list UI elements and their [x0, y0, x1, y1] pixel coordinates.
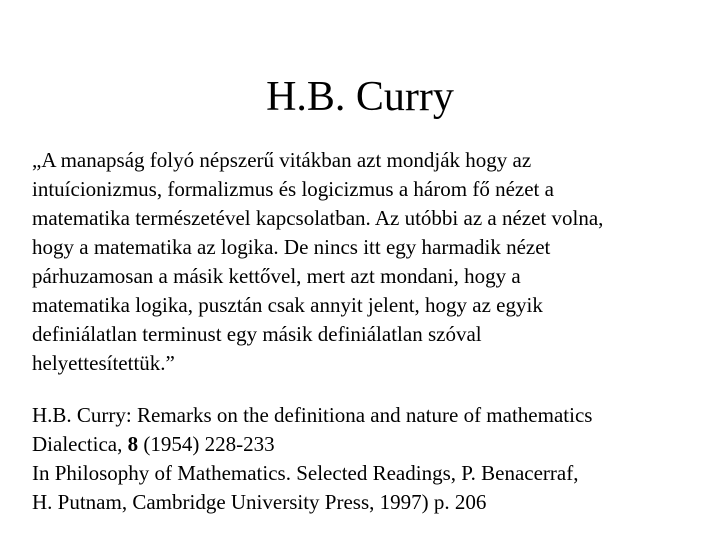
quote-line: matematika természetével kapcsolatban. Az utóbbi az a nézet volna, — [32, 206, 604, 230]
citation-journal: Dialectica, — [32, 432, 128, 456]
quote-line: „A manapság folyó népszerű vitákban azt mondják hogy az — [32, 148, 532, 172]
quote-line: intuícionizmus, formalizmus és logicizmus a három fő nézet a — [32, 177, 554, 201]
citation-block — [32, 401, 692, 517]
slide-title: H.B. Curry — [266, 74, 454, 120]
citation-volume: 8 — [127, 432, 139, 456]
quote-line: helyettesítettük.” — [32, 351, 175, 375]
quote-line: hogy a matematika az logika. De nincs itt egy harmadik nézet — [32, 235, 551, 259]
quote-line: párhuzamosan a másik kettővel, mert azt mondani, hogy a — [32, 264, 521, 288]
citation-line-2 — [32, 430, 692, 459]
citation-pages: (1954) 228-233 — [138, 432, 275, 456]
quote-line: matematika logika, pusztán csak annyit jelent, hogy az egyik — [32, 293, 543, 317]
quote-block — [32, 146, 692, 378]
quote-line: definiálatlan terminust egy másik definiálatlan szóval — [32, 322, 482, 346]
citation-line-3: In Philosophy of Mathematics. Selected Readings, P. Benacerraf, — [32, 461, 579, 485]
citation-line-1: H.B. Curry: Remarks on the definitiona and nature of mathematics — [32, 403, 593, 427]
citation-line-4: H. Putnam, Cambridge University Press, 1997) p. 206 — [32, 490, 487, 514]
